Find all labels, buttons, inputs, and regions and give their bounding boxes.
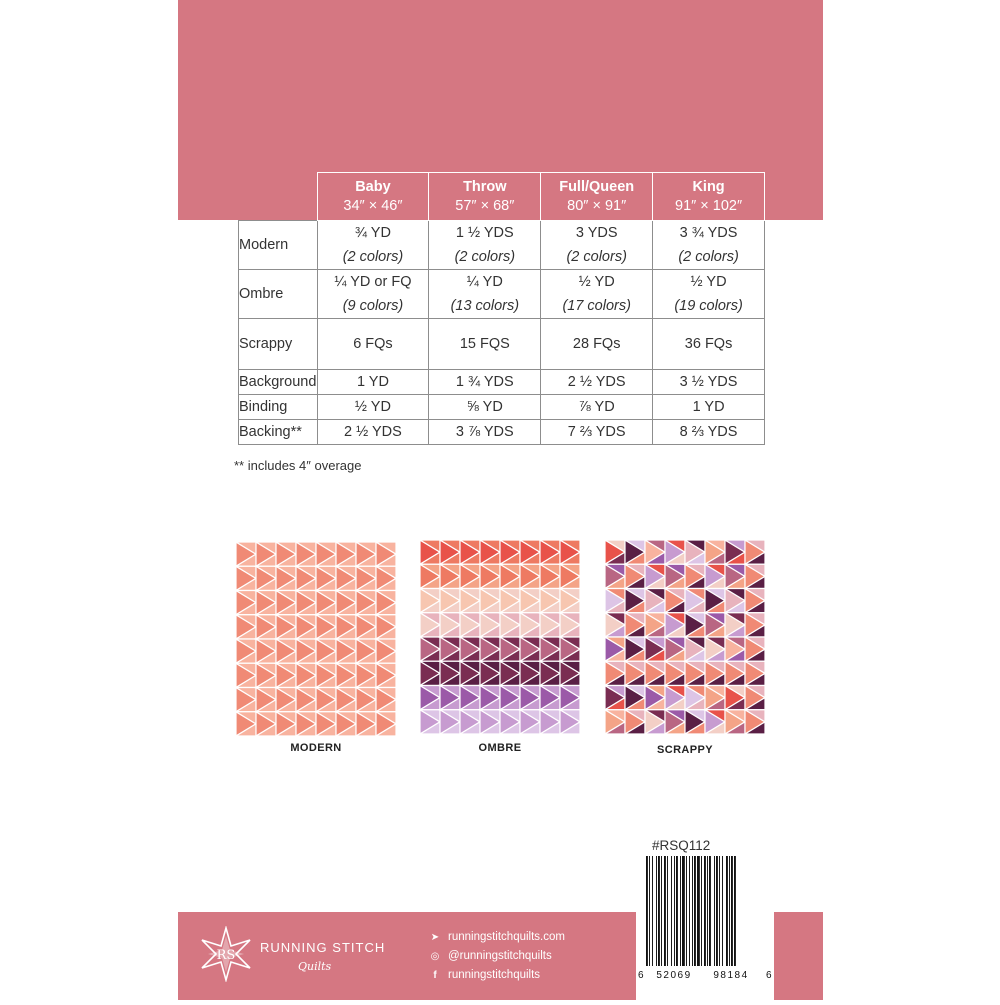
barcode-bar [726,856,728,966]
row-label: Ombre [239,270,318,319]
row-label: Modern [239,221,318,270]
size-header-full-queen [541,173,653,221]
contact-website[interactable] [428,931,565,943]
cell-colors: (19 colors) [674,298,743,314]
table-cell: 1 YD [317,370,429,395]
barcode-bar [686,856,687,966]
size-header-throw [429,173,541,221]
barcode-bar [656,856,657,966]
quilt-scrappy-graphic [605,540,765,734]
table-cell: 8 ⅔ YDS [653,420,765,445]
fabric-requirements-table [238,172,765,445]
cell-quantity: ¾ YD [354,225,391,241]
barcode-bar [697,856,700,966]
logo-monogram: RS [216,948,236,963]
barcode-bar [661,856,662,966]
barcode-bar [694,856,696,966]
cell-quantity: ½ YD [578,274,615,290]
table-row [239,270,765,319]
barcode-bar [664,856,666,966]
cell-colors: (2 colors) [678,249,739,265]
size-dims: 80″ × 91″ [567,197,627,214]
table-cell: 3 ⅞ YDS [429,420,541,445]
barcode-bar [701,856,702,966]
quilt-label-scrappy: SCRAPPY [657,744,713,756]
row-label: Backing** [239,420,318,445]
table-cell [653,221,765,270]
table-cell: 28 FQs [541,319,653,370]
barcode-bar [716,856,718,966]
table-cell: 2 ½ YDS [317,420,429,445]
table-cell [429,221,541,270]
star-logo-icon [198,926,254,982]
row-label: Binding [239,395,318,420]
barcode-bar [646,856,648,966]
cell-colors: (13 colors) [450,298,520,314]
quilt-preview-ombre [420,540,580,734]
table-cell [653,270,765,319]
cursor-icon: ➤ [430,932,440,943]
quilt-label-ombre: OMBRE [478,742,522,754]
table-cell: 2 ½ YDS [541,370,653,395]
contact-instagram[interactable] [428,950,552,962]
row-label: Background [239,370,318,395]
instagram-icon: ◎ [430,951,440,962]
cell-colors: (9 colors) [342,298,404,314]
brand-subtitle: Quilts [298,960,332,973]
barcode-bar [722,856,723,966]
pattern-back-cover [178,0,823,1000]
table-cell: ½ YD [317,395,429,420]
size-name: Throw [463,178,507,195]
size-dims: 57″ × 68″ [455,197,515,214]
size-header-row [239,173,765,221]
table-cell [541,270,653,319]
quilt-preview-scrappy [605,540,765,734]
cell-colors: (17 colors) [562,298,631,314]
size-dims: 34″ × 46″ [343,197,403,214]
barcode-bar [671,856,672,966]
barcode-bar [680,856,681,966]
cell-quantity: 3 ¾ YDS [679,225,738,241]
footnote: ** includes 4″ overage [234,458,362,473]
brand-name: RUNNING STITCH [260,940,386,955]
table-row [239,370,765,395]
table-cell: 1 YD [653,395,765,420]
table-cell: ⅝ YD [429,395,541,420]
row-label: Scrappy [239,319,318,370]
instagram-text: @runningstitchquilts [448,950,552,962]
table-cell [429,270,541,319]
barcode-bar [674,856,675,966]
barcode [636,854,774,1000]
barcode-right-digits: 98184 [713,970,749,981]
cell-quantity: 3 YDS [575,225,618,241]
quilt-modern-graphic [236,542,396,736]
quilt-ombre-graphic [420,540,580,734]
facebook-icon: f [433,970,437,981]
size-name: King [692,178,725,195]
size-header-baby [317,173,429,221]
cell-quantity: ½ YD [690,274,727,290]
cell-quantity: ¼ YD or FQ [334,274,412,290]
barcode-bar [667,856,668,966]
table-cell: 15 FQS [429,319,541,370]
table-cell: 7 ⅔ YDS [541,420,653,445]
size-name: Full/Queen [559,178,635,195]
size-name: Baby [355,178,391,195]
quilt-preview-modern [236,542,396,736]
barcode-bar [731,856,733,966]
table-cell: 36 FQs [653,319,765,370]
table-cell: ⅞ YD [541,395,653,420]
table-cell [541,221,653,270]
barcode-bar [682,856,685,966]
barcode-bar [734,856,736,966]
quilt-label-modern: MODERN [290,742,342,754]
barcode-bar [714,856,715,966]
cell-quantity: ¼ YD [466,274,503,290]
table-row [239,319,765,370]
facebook-text: runningstitchquilts [448,969,541,981]
cell-colors: (2 colors) [566,249,627,265]
barcode-bar [689,856,690,966]
website-text: runningstitchquilts.com [448,931,565,943]
contact-facebook[interactable] [428,969,540,981]
cell-colors: (2 colors) [454,249,516,265]
barcode-left-digits: 52069 [656,970,692,981]
table-row [239,395,765,420]
table-cell [317,270,429,319]
barcode-graphic [636,854,774,1000]
cell-colors: (2 colors) [342,249,404,265]
barcode-bar [709,856,711,966]
table-cell: 1 ¾ YDS [429,370,541,395]
table-cell: 6 FQs [317,319,429,370]
barcode-bar [729,856,730,966]
barcode-bar [658,856,660,966]
barcode-first-digit: 6 [638,970,644,981]
barcode-bar [719,856,720,966]
barcode-bar [649,856,650,966]
size-header-king [653,173,765,221]
barcode-bar [707,856,708,966]
barcode-bar [676,856,678,966]
table-row [239,420,765,445]
barcode-bar [652,856,653,966]
barcode-last-digit: 6 [766,970,772,981]
cell-quantity: 1 ½ YDS [455,225,514,241]
sku-number: #RSQ112 [652,838,711,853]
table-row [239,221,765,270]
table-cell [317,221,429,270]
barcode-bar [704,856,706,966]
header-blank-cell [239,173,318,221]
table-cell: 3 ½ YDS [653,370,765,395]
size-dims: 91″ × 102″ [675,197,743,214]
barcode-bar [692,856,693,966]
